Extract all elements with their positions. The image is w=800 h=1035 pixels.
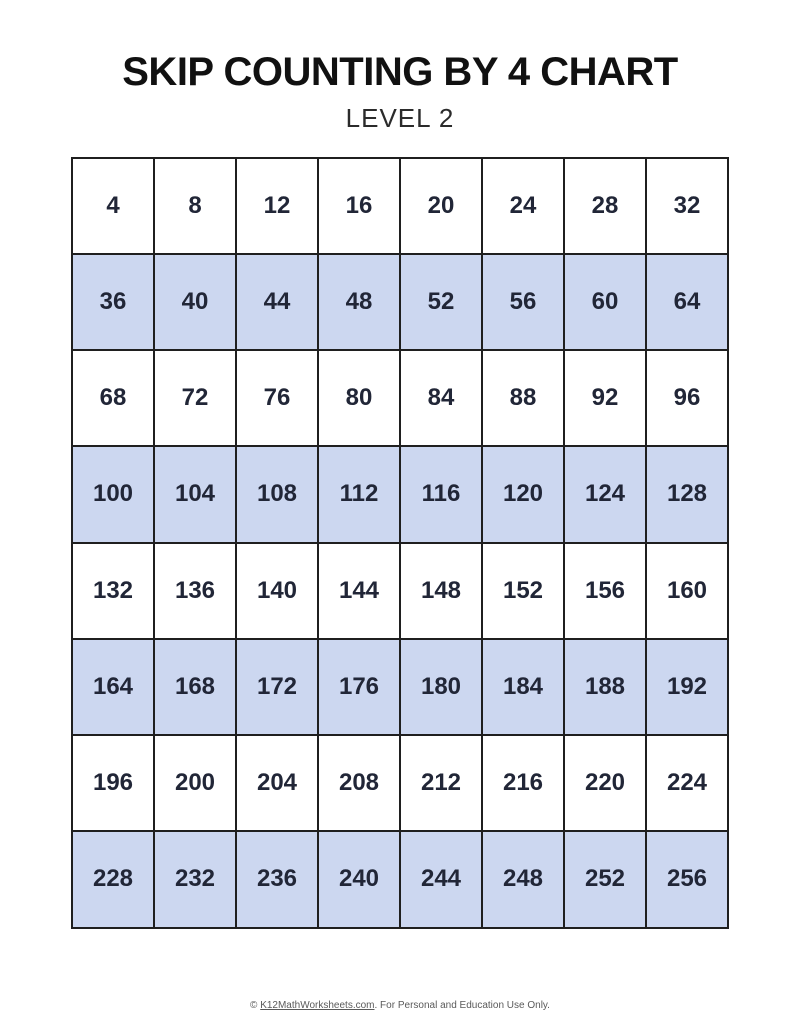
grid-cell: 152 bbox=[483, 544, 563, 638]
grid-cell: 56 bbox=[483, 255, 563, 349]
grid-cell: 200 bbox=[155, 736, 235, 830]
grid-cell: 72 bbox=[155, 351, 235, 445]
grid-cell: 172 bbox=[237, 640, 317, 734]
grid-cell: 208 bbox=[319, 736, 399, 830]
grid-cell: 220 bbox=[565, 736, 645, 830]
grid-cell: 240 bbox=[319, 832, 399, 926]
footer-usage-note: . For Personal and Education Use Only. bbox=[374, 1000, 550, 1011]
grid-cell: 160 bbox=[647, 544, 727, 638]
k12mathworksheets-link[interactable]: K12MathWorksheets.com bbox=[260, 1000, 375, 1011]
grid-cell: 176 bbox=[319, 640, 399, 734]
grid-cell: 40 bbox=[155, 255, 235, 349]
grid-cell: 4 bbox=[73, 159, 153, 253]
grid-cell: 244 bbox=[401, 832, 481, 926]
grid-cell: 216 bbox=[483, 736, 563, 830]
grid-cell: 112 bbox=[319, 447, 399, 541]
grid-cell: 32 bbox=[647, 159, 727, 253]
grid-cell: 120 bbox=[483, 447, 563, 541]
grid-cell: 192 bbox=[647, 640, 727, 734]
grid-cell: 156 bbox=[565, 544, 645, 638]
grid-cell: 256 bbox=[647, 832, 727, 926]
grid-cell: 28 bbox=[565, 159, 645, 253]
grid-cell: 232 bbox=[155, 832, 235, 926]
grid-cell: 104 bbox=[155, 447, 235, 541]
grid-cell: 44 bbox=[237, 255, 317, 349]
grid-cell: 84 bbox=[401, 351, 481, 445]
grid-cell: 76 bbox=[237, 351, 317, 445]
grid-cell: 20 bbox=[401, 159, 481, 253]
grid-cell: 128 bbox=[647, 447, 727, 541]
grid-cell: 124 bbox=[565, 447, 645, 541]
grid-cell: 144 bbox=[319, 544, 399, 638]
grid-cell: 108 bbox=[237, 447, 317, 541]
grid-cell: 48 bbox=[319, 255, 399, 349]
grid-cell: 180 bbox=[401, 640, 481, 734]
grid-cell: 228 bbox=[73, 832, 153, 926]
grid-cell: 236 bbox=[237, 832, 317, 926]
grid-cell: 184 bbox=[483, 640, 563, 734]
copyright-symbol: © bbox=[250, 1000, 261, 1011]
grid-cell: 64 bbox=[647, 255, 727, 349]
page-title: SKIP COUNTING BY 4 CHART bbox=[122, 50, 678, 94]
grid-cell: 116 bbox=[401, 447, 481, 541]
grid-cell: 164 bbox=[73, 640, 153, 734]
grid-cell: 68 bbox=[73, 351, 153, 445]
grid-cell: 60 bbox=[565, 255, 645, 349]
grid-cell: 140 bbox=[237, 544, 317, 638]
skip-counting-grid bbox=[71, 157, 729, 929]
grid-cell: 212 bbox=[401, 736, 481, 830]
grid-cell: 24 bbox=[483, 159, 563, 253]
grid-cell: 252 bbox=[565, 832, 645, 926]
page-subtitle: LEVEL 2 bbox=[345, 103, 455, 133]
grid-cell: 224 bbox=[647, 736, 727, 830]
grid-cell: 92 bbox=[565, 351, 645, 445]
grid-cell: 16 bbox=[319, 159, 399, 253]
grid-cell: 136 bbox=[155, 544, 235, 638]
grid-cell: 168 bbox=[155, 640, 235, 734]
grid-cell: 36 bbox=[73, 255, 153, 349]
grid-cell: 196 bbox=[73, 736, 153, 830]
grid-cell: 96 bbox=[647, 351, 727, 445]
grid-cell: 132 bbox=[73, 544, 153, 638]
footer bbox=[0, 1000, 800, 1011]
grid-cell: 52 bbox=[401, 255, 481, 349]
grid-cell: 12 bbox=[237, 159, 317, 253]
header bbox=[0, 0, 800, 133]
grid-cell: 188 bbox=[565, 640, 645, 734]
grid-cell: 80 bbox=[319, 351, 399, 445]
grid-cell: 8 bbox=[155, 159, 235, 253]
grid-cell: 148 bbox=[401, 544, 481, 638]
grid-cell: 248 bbox=[483, 832, 563, 926]
grid-cell: 100 bbox=[73, 447, 153, 541]
grid-cell: 204 bbox=[237, 736, 317, 830]
grid-cell: 88 bbox=[483, 351, 563, 445]
